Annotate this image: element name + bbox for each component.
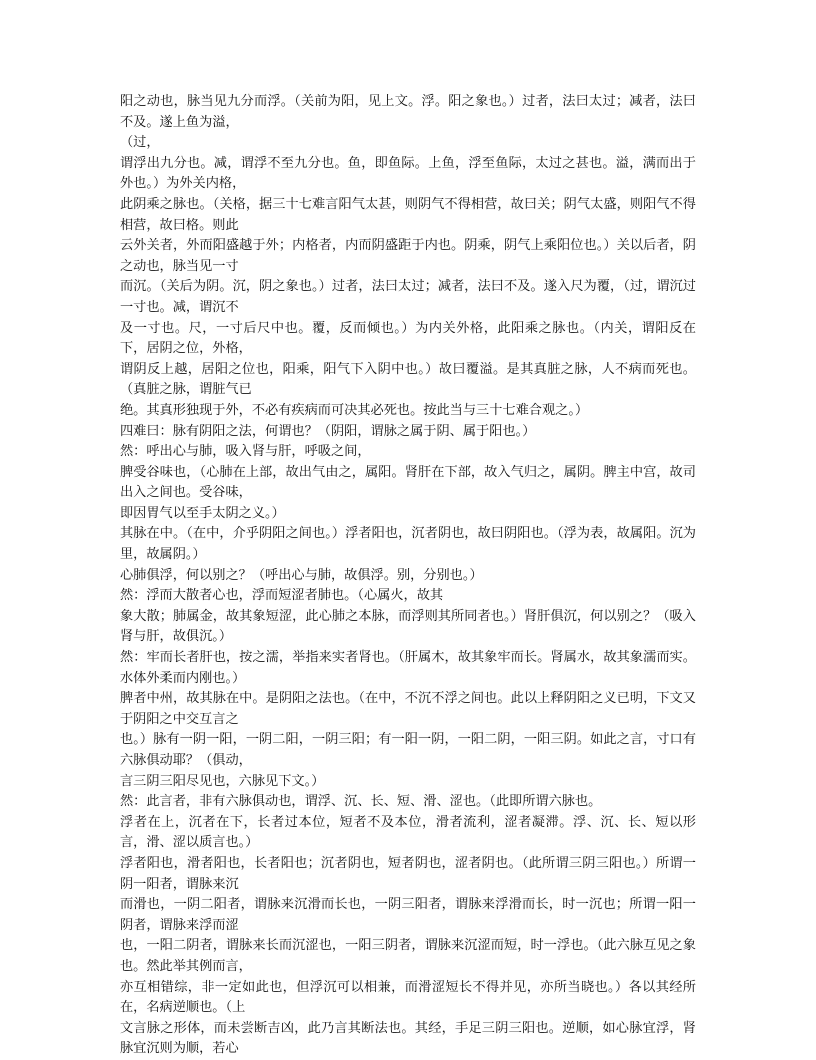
paragraph: 然：浮而大散者心也，浮而短涩者肺也。（心属火，故其 <box>120 588 444 604</box>
paragraph: 云外关者，外而阳盛越于外；内格者，内而阴盛距于内也。阴乘，阴气上乘阳位也。）关以后者，阴之动也，脉当见一寸 <box>120 238 696 274</box>
paragraph: 四难曰：脉有阴阳之法，何谓也？（阴阳，谓脉之属于阴、属于阳也。） <box>120 423 536 439</box>
paragraph: 也，一阳二阴者，谓脉来长而沉涩也，一阳三阴者，谓脉来沉涩而短，时一浮也。（此六脉互见之象也。然此举其例而言， <box>120 938 696 974</box>
paragraph: 然：牢而长者肝也，按之濡，举指来实者肾也。（肝属木，故其象牢而长。肾属水，故其象濡而实。水体外柔而内刚也。） <box>120 650 696 686</box>
paragraph: 浮者阳也，滑者阳也，长者阳也；沉者阴也，短者阴也，涩者阴也。（此所谓三阴三阳也。）所谓一阴一阳者，谓脉来沉 <box>120 855 696 892</box>
paragraph: （过， <box>120 135 160 151</box>
paragraph: 谓阴反上越，居阳之位也，阳乘，阳气下入阴中也。）故曰覆溢。是其真脏之脉，人不病而死也。（真脏之脉，谓脏气已 <box>120 361 696 398</box>
paragraph: 绝。其真形独现于外，不必有疾病而可决其必死也。按此当与三十七难合观之。） <box>120 402 589 418</box>
paragraph: 及一寸也。尺，一寸后尺中也。覆，反而倾也。）为内关外格，此阳乘之脉也。（内关，谓阳反在下，居阴之位，外格， <box>120 320 696 357</box>
paragraph: 言三阴三阳尽见也，六脉见下文。） <box>120 773 325 789</box>
paragraph: 然：此言者，非有六脉俱动也，谓浮、沉、长、短、滑、涩也。（此即所谓六脉也。 <box>120 794 602 810</box>
paragraph: 阳之动也，脉当见九分而浮。（关前为阳，见上文。浮。阳之象也。）过者，法曰太过；减者，法曰不及。遂上鱼为溢， <box>120 94 696 130</box>
paragraph: 文言脉之形体，而未尝断吉凶，此乃言其断法也。其经，手足三阴三阳也。逆顺，如心脉宜浮，肾脉宜沉则为顺，若心 <box>120 1020 696 1057</box>
paragraph: 脾受谷味也，（心肺在上部，故出气由之，属阳。肾肝在下部，故入气归之，属阴。脾主中宫，故司出入之间也。受谷味， <box>120 464 696 501</box>
paragraph: 此阴乘之脉也。（关格，据三十七难言阳气太甚，则阴气不得相营，故曰关；阴气太盛，则阳气不得相营，故曰格。则此 <box>120 196 696 233</box>
paragraph: 即因胃气以至手太阴之义。） <box>120 505 285 521</box>
paragraph: 心肺俱浮，何以别之？（呼出心与肺，故俱浮。别，分别也。） <box>120 567 483 583</box>
paragraph: 而滑也，一阴二阳者，谓脉来沉滑而长也，一阴三阳者，谓脉来浮滑而长，时一沉也；所谓一阳一阴者，谓脉来浮而涩 <box>120 897 696 933</box>
paragraph: 而沉。（关后为阴。沉，阴之象也。）过者，法曰太过；减者，法曰不及。遂入尺为覆，（过，谓沉过一寸也。减，谓沉不 <box>120 279 696 315</box>
paragraph: 其脉在中。（在中，介乎阴阳之间也。）浮者阳也，沉者阴也，故曰阴阳也。（浮为表，故属阳。沉为里，故属阴。） <box>120 526 696 563</box>
paragraph: 脾者中州，故其脉在中。是阴阳之法也。（在中，不沉不浮之间也。此以上释阴阳之义已明，下文又于阴阳之中交互言之 <box>120 691 696 727</box>
paragraph: 象大散；肺属金，故其象短涩，此心肺之本脉，而浮则其所同者也。）肾肝俱沉，何以别之？（吸入肾与肝，故俱沉。） <box>120 608 696 645</box>
paragraph: 亦互相错综，非一定如此也，但浮沉可以相兼，而滑涩短长不得并见，亦所当晓也。）各以其经所在，名病逆顺也。（上 <box>120 979 696 1016</box>
paragraph: 也。）脉有一阴一阳，一阴二阳，一阴三阳；有一阳一阴，一阳二阴，一阳三阴。如此之言，寸口有六脉俱动耶？（俱动， <box>120 732 696 768</box>
document-page <box>120 92 696 1060</box>
paragraph: 然：呼出心与肺，吸入肾与肝，呼吸之间， <box>120 444 371 460</box>
paragraph: 浮者在上，沉者在下，长者过本位，短者不及本位，滑者流利，涩者凝滞。浮、沉、长、短以形言，滑、涩以质言也。） <box>120 814 696 851</box>
paragraph: 谓浮出九分也。减，谓浮不至九分也。鱼，即鱼际。上鱼，浮至鱼际，太过之甚也。溢，满而出于外也。）为外关内格， <box>120 155 696 192</box>
